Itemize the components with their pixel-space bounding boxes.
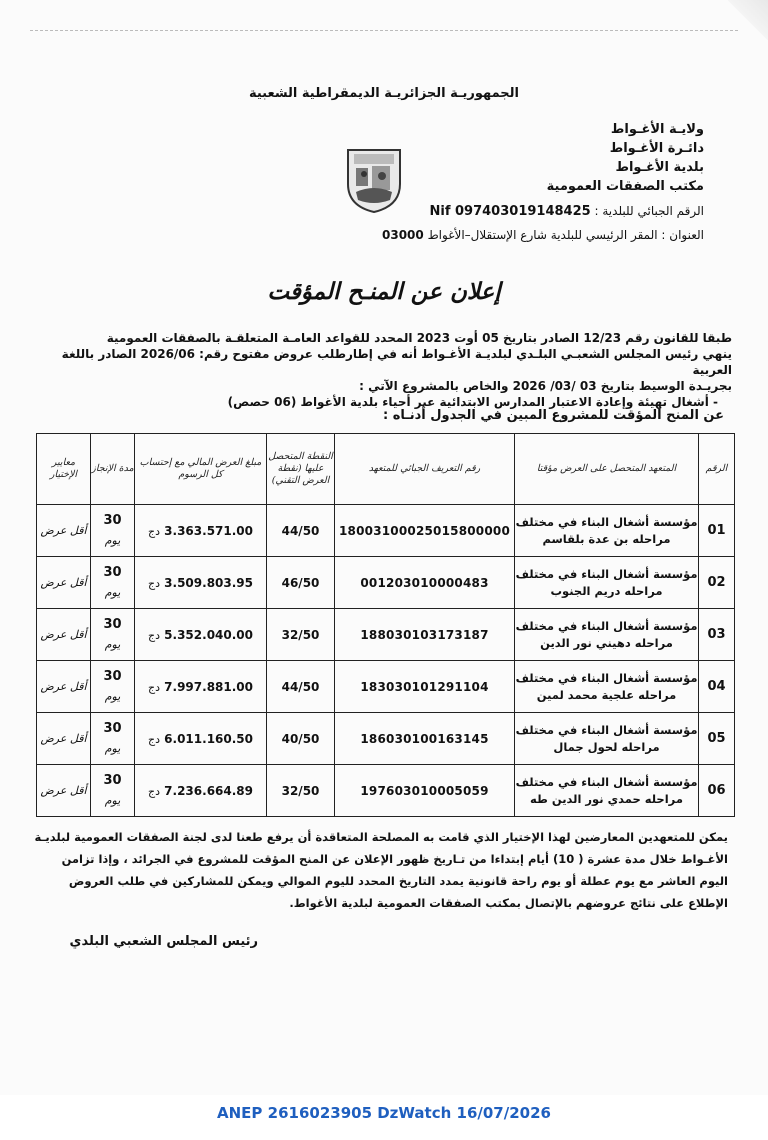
row-amount-cell (135, 661, 267, 713)
row-score: 44/50 (267, 505, 335, 557)
row-amount-cell (135, 609, 267, 661)
row-duration-cell (91, 713, 135, 765)
intro-line-1: طبقا للقانون رقم 12/23 الصادر بتاريخ 05 أوت 2023 المحدد للقواعد العامـة المتعلقـة بالصفقات العمومية (106, 331, 732, 345)
nif-label: الرقم الجبائي للبلدية : (594, 204, 704, 218)
row-contractor: مؤسسة أشغال البناء في مختلف مراحله حمدي نور الدين طه (515, 765, 699, 817)
row-taxid: 001203010000483 (335, 557, 515, 609)
award-table (36, 433, 735, 817)
row-criteria: أقل عرض (37, 505, 91, 557)
table-subheading: عن المنح المؤقت للمشروع المبين في الجدول أدنـاه : (383, 408, 724, 423)
row-criteria: أقل عرض (37, 661, 91, 713)
table-row (37, 609, 735, 661)
row-duration-unit: يوم (104, 533, 121, 547)
row-score: 44/50 (267, 661, 335, 713)
row-taxid: 186030100163145 (335, 713, 515, 765)
row-duration-cell (91, 505, 135, 557)
header-duration: مدة الإنجاز (91, 434, 135, 505)
row-duration: 30 (103, 668, 122, 684)
row-duration-cell (91, 557, 135, 609)
row-amount: 5.352.040.00 (164, 627, 253, 642)
row-duration: 30 (103, 512, 122, 528)
row-duration-unit: يوم (104, 637, 121, 651)
intro-line-4: - أشغال تهيئة وإعادة الاعتبار المدارس الابتدائية عبر أحياء بلدية الأغواط (06 حصص) (227, 395, 718, 409)
intro-line-3: بجريـدة الوسيط بتاريخ 03 /03/ 2026 والخاص بالمشروع الآتي : (359, 379, 732, 393)
row-amount: 7.997.881.00 (164, 679, 253, 694)
row-contractor: مؤسسة أشغال البناء في مختلف مراحله دهيني نور الدين (515, 609, 699, 661)
table-header-row (37, 434, 735, 505)
row-amount-cell (135, 713, 267, 765)
row-duration: 30 (103, 772, 122, 788)
publication-caption: ANEP 2616023905 DzWatch 16/07/2026 (217, 1104, 551, 1122)
row-currency: دج (147, 524, 160, 538)
row-duration-cell (91, 609, 135, 661)
daira-line: دائـرة الأغـواط (609, 141, 704, 156)
row-amount: 6.011.160.50 (164, 731, 253, 746)
row-criteria: أقل عرض (37, 609, 91, 661)
row-num: 03 (699, 609, 735, 661)
issuer-block (484, 120, 704, 196)
row-contractor: مؤسسة أشغال البناء في مختلف مراحله بن عدة بلقاسم (515, 505, 699, 557)
table-row (37, 505, 735, 557)
header-score: النقطة المتحصل عليها (نقطة العرض التقني) (267, 434, 335, 505)
row-amount-cell (135, 557, 267, 609)
row-duration-cell (91, 661, 135, 713)
row-num: 04 (699, 661, 735, 713)
table-row (37, 713, 735, 765)
row-duration: 30 (103, 720, 122, 736)
row-contractor: مؤسسة أشغال البناء في مختلف مراحله دريم الجنوب (515, 557, 699, 609)
wilaya-line: ولايـة الأغـواط (610, 122, 704, 137)
row-contractor: مؤسسة أشغال البناء في مختلف مراحله لحول جمال (515, 713, 699, 765)
header-num: الرقم (699, 434, 735, 505)
address-line (382, 228, 704, 242)
row-taxid: 188030103173187 (335, 609, 515, 661)
row-duration-unit: يوم (104, 741, 121, 755)
row-num: 06 (699, 765, 735, 817)
row-criteria: أقل عرض (37, 557, 91, 609)
address-label: العنوان : المقر الرئيسي للبلدية شارع الإستقلال–الأغواط (427, 228, 704, 242)
nif-value: Nif 097403019148425 (429, 204, 591, 219)
signature-line: رئيس المجلس الشعبي البلدي (69, 934, 258, 949)
table-row (37, 557, 735, 609)
row-criteria: أقل عرض (37, 765, 91, 817)
municipal-seal-icon (342, 144, 406, 214)
row-taxid: 18003100025015800000 (335, 505, 515, 557)
row-duration: 30 (103, 616, 122, 632)
row-duration-cell (91, 765, 135, 817)
header-taxid: رقم التعريف الجبائي للمتعهد (335, 434, 515, 505)
table-row (37, 661, 735, 713)
row-num: 02 (699, 557, 735, 609)
row-taxid: 197603010005059 (335, 765, 515, 817)
row-criteria: أقل عرض (37, 713, 91, 765)
row-currency: دج (147, 784, 160, 798)
row-num: 05 (699, 713, 735, 765)
header-amount: مبلغ العرض المالي مع إحتساب كل الرسوم (135, 434, 267, 505)
row-score: 32/50 (267, 765, 335, 817)
row-duration-unit: يوم (104, 793, 121, 807)
row-num: 01 (699, 505, 735, 557)
appeal-notice: يمكن للمتعهدين المعارضين لهذا الإختيار الذي قامت به المصلحة المتعاقدة أن يرفع طعنا لدى لجنة الصفقات العمومية لبلديـة الأغـواط خلال مدة عشرة ( 10) أيام إبتداءا من تـاريخ ظهور الإعلان عن المنح المؤقت للمشروع في الجرائد ، وإذا تزامن اليوم العاشر مع يوم عطلة أو يوم راحة قانونية يمدد التاريخ المحدد لليوم الموالي ويمكن للمشاركين في طلب العروض الإطلاع على نتائج عروضهم بالإتصال بمكتب الصفقات العمومية لبلدية الأغواط. (34, 830, 728, 910)
document-title: إعلان عن المنـح المؤقت (267, 278, 501, 305)
row-currency: دج (147, 680, 160, 694)
row-currency: دج (147, 732, 160, 746)
header-criteria: معايير الإختيار (37, 434, 91, 505)
row-amount: 3.509.803.95 (164, 575, 253, 590)
commune-line: بلدية الأغـواط (615, 160, 704, 175)
row-score: 40/50 (267, 713, 335, 765)
row-amount: 3.363.571.00 (164, 523, 253, 538)
row-amount-cell (135, 505, 267, 557)
row-duration-unit: يوم (104, 585, 121, 599)
office-line: مكتب الصفقات العمومية (546, 179, 704, 194)
top-divider (30, 30, 738, 31)
row-duration-unit: يوم (104, 689, 121, 703)
row-taxid: 183030101291104 (335, 661, 515, 713)
header-contractor: المتعهد المتحصل على العرض مؤقتا (515, 434, 699, 505)
intro-paragraph (32, 330, 732, 410)
row-currency: دج (147, 628, 160, 642)
page-corner (728, 0, 768, 40)
nif-line (429, 204, 704, 219)
row-contractor: مؤسسة أشغال البناء في مختلف مراحله علجية محمد لمين (515, 661, 699, 713)
row-duration: 30 (103, 564, 122, 580)
row-score: 32/50 (267, 609, 335, 661)
row-amount-cell (135, 765, 267, 817)
intro-line-2: ينهي رئيس المجلس الشعبـي البلـدي لبلديـة الأغـواط أنه في إطارطلب عروض مفتوح رقم: 2026/06 الصادر باللغة العربية (61, 347, 732, 377)
row-score: 46/50 (267, 557, 335, 609)
republic-heading: الجمهوريـة الجزائريـة الديمقراطية الشعبية (248, 86, 520, 101)
address-postal: 03000 (382, 228, 424, 242)
row-amount: 7.236.664.89 (164, 783, 253, 798)
row-currency: دج (147, 576, 160, 590)
table-row (37, 765, 735, 817)
